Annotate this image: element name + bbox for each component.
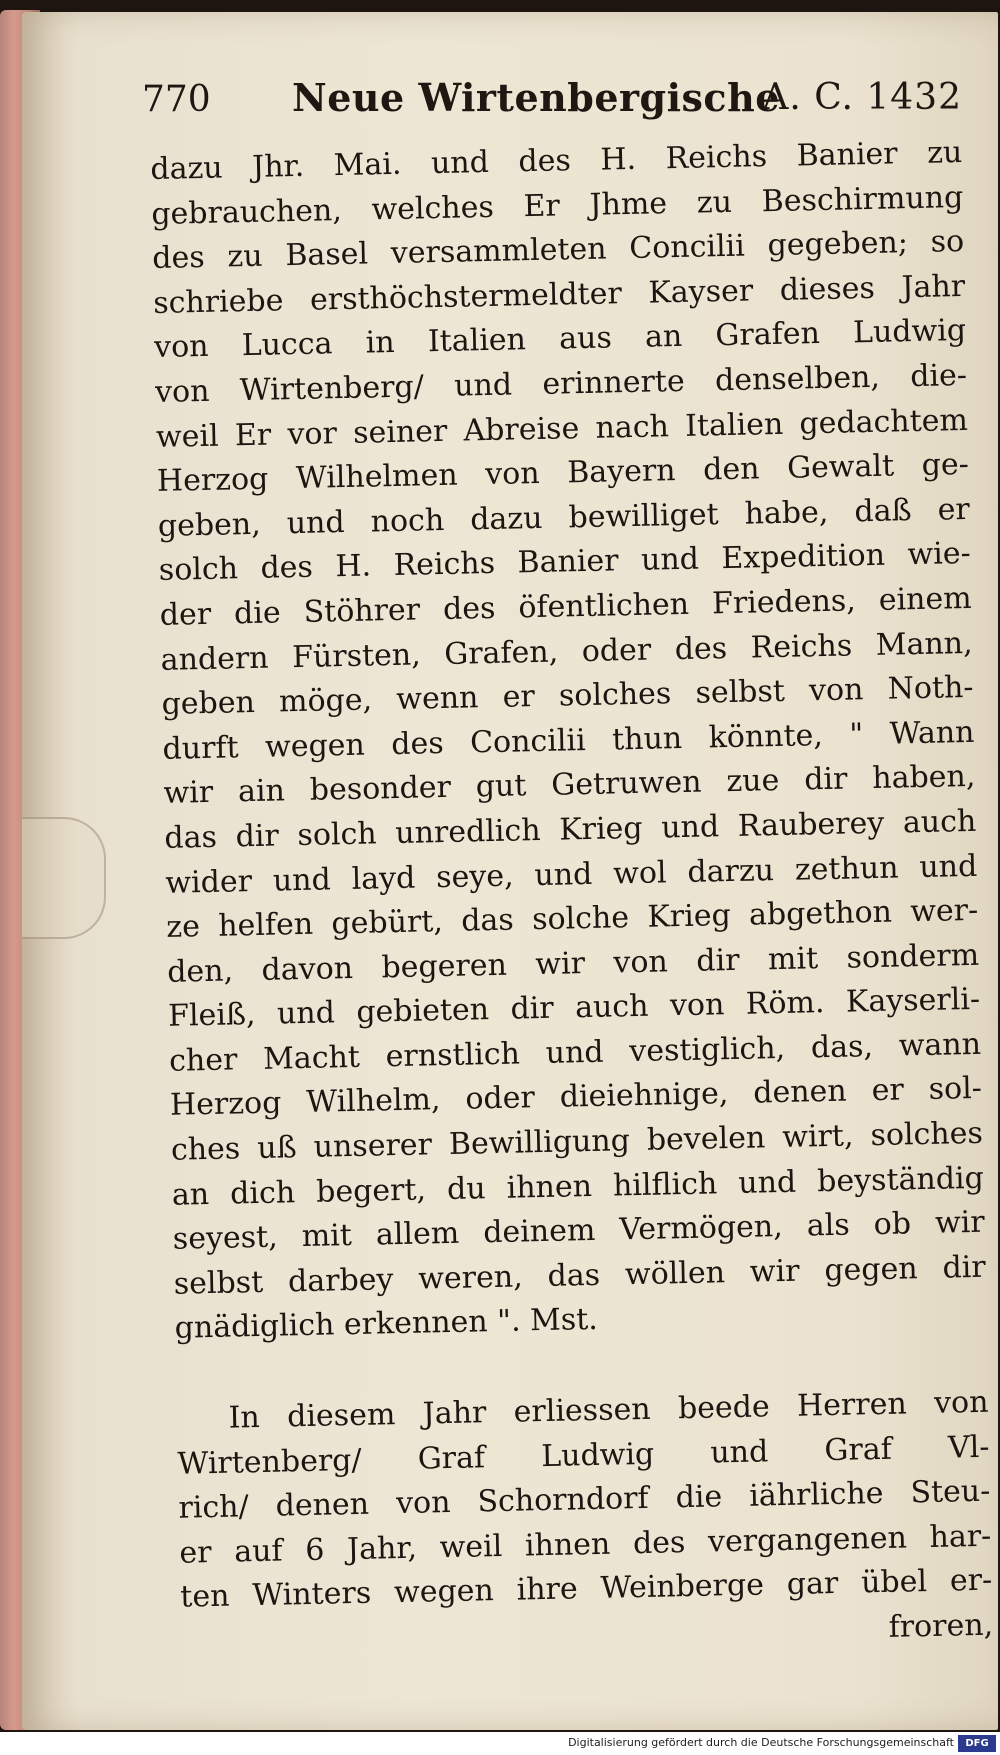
text-line: des zu Basel versammleten Concilii gegeben; so [151, 224, 965, 277]
dfg-logo-text: DFG [965, 1738, 989, 1749]
text-line: von Lucca in Italien aus an Grafen Ludwig [153, 313, 967, 366]
text-line: seyest, mit allem deinem Vermögen, als ob wir [172, 1205, 986, 1258]
text-line: weil Er vor seiner Abreise nach Italien gedachtem [155, 402, 969, 455]
text-line: solch des H. Reichs Banier und Expedition wie- [158, 536, 972, 589]
text-line: selbst darbey weren, das wöllen wir gegen dir [173, 1249, 986, 1302]
text-line: ten Winters wegen ihre Weinberge gar übel er- [179, 1563, 993, 1616]
text-line: geben, und noch dazu bewilliget habe, daß er [157, 491, 971, 544]
text-line: dazu Jhr. Mai. und des H. Reichs Banier zu [150, 134, 963, 187]
text-line: In diesem Jahr erliessen beede Herren von [228, 1384, 989, 1436]
text-line: ze helfen gebürt, das solche Krieg abgethon wer- [165, 892, 979, 945]
text-line: von Wirtenberg/ und erinnerte denselben, die- [154, 357, 968, 410]
text-line: cher Macht ernstlich und vestiglich, das, wann [168, 1026, 982, 1079]
text-line: ches uß unserer Bewilligung bevelen wirt, solches [170, 1115, 984, 1168]
text-line: Herzog Wilhelmen von Bayern den Gewalt ge- [156, 447, 970, 500]
text-line: das dir solch unredlich Krieg und Rauberey auch [164, 803, 977, 856]
text-line: rich/ denen von Schorndorf die iährliche Steu- [178, 1473, 991, 1526]
text-line: an dich begert, du ihnen hilflich und beyständig [171, 1160, 985, 1213]
text-line: andern Fürsten, Grafen, oder des Reichs Mann, [160, 625, 973, 678]
running-title: Neue Wirtenbergische [292, 75, 780, 120]
text-line: er auf 6 Jahr, weil ihnen des vergangenen har- [179, 1518, 992, 1571]
text-line: geben möge, wenn er solches selbst von Noth- [161, 670, 974, 722]
digitization-footer [0, 1732, 1000, 1755]
text-line: den, davon begeren wir von dir mit sonderm [166, 937, 980, 990]
text-line: Fleiß, und gebieten dir auch von Röm. Kayserli- [167, 982, 981, 1035]
text-line: gnädiglich erkennen ". Mst. [174, 1302, 599, 1347]
text-line: Herzog Wilhelm, oder dieiehnige, denen er sol- [169, 1071, 983, 1124]
text-line: wir ain besonder gut Getruwen zue dir haben, [163, 759, 976, 812]
running-year: A. C. 1432 [762, 77, 962, 118]
footer-credit: Digitalisierung gefördert durch die Deutsche Forschungsgemeinschaft [568, 1736, 954, 1749]
text-line: Wirtenberg/ Graf Ludwig und Graf Vl- [177, 1429, 990, 1482]
dfg-logo-icon [958, 1735, 996, 1752]
text-line: wider und layd seye, und wol darzu zethun und [165, 848, 978, 901]
text-line: der die Stöhrer des öfentlichen Friedens, einem [159, 580, 972, 633]
text-line: froren, [888, 1607, 994, 1645]
body-text [150, 131, 994, 1665]
text-line: durft wegen des Concilii thun könnte, " Wann [162, 714, 975, 767]
page-tab-marker [22, 817, 106, 939]
page-number: 770 [142, 79, 211, 120]
text-line: schriebe ersthöchstermeldter Kayser dieses Jahr [152, 268, 966, 321]
text-line: gebrauchen, welches Er Jhme zu Beschirmung [151, 179, 964, 232]
running-head [142, 75, 962, 135]
